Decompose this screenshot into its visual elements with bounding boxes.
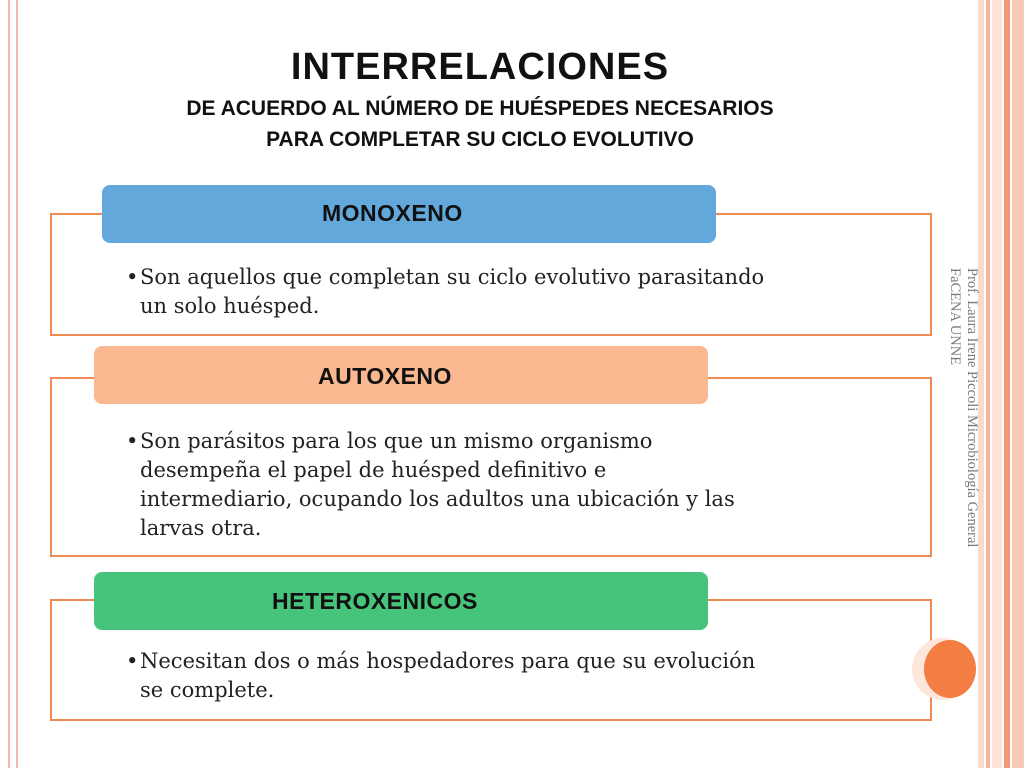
right-stripe	[986, 0, 990, 768]
subtitle-line: DE ACUERDO AL NÚMERO DE HUÉSPEDES NECESARIOS	[186, 97, 774, 120]
autoxeno-box	[50, 377, 932, 557]
label-text: MONOXENO	[322, 200, 463, 226]
text-line: Necesitan dos o más hospedadores para que su evolución	[140, 649, 756, 673]
text-line: un solo huésped.	[140, 294, 320, 318]
slide-title: INTERRELACIONES	[290, 46, 670, 88]
text-line: se complete.	[140, 678, 275, 702]
bullet-icon: •	[126, 649, 139, 673]
text-line: intermediario, ocupando los adultos una ubicación y las	[140, 487, 735, 511]
bullet-icon: •	[126, 265, 139, 289]
slide-subtitle	[0, 93, 960, 155]
monoxeno-label	[102, 185, 716, 243]
text-line: Son parásitos para los que un mismo organismo	[140, 429, 653, 453]
author-credit	[946, 268, 980, 598]
text-line: Son aquellos que completan su ciclo evolutivo parasitando	[140, 265, 765, 289]
author-credit-line: FaCENA UNNE	[947, 268, 963, 366]
autoxeno-label	[94, 346, 708, 404]
text-line: desempeña el papel de huésped definitivo e	[140, 458, 607, 482]
decorative-circle	[924, 640, 976, 698]
text-line: larvas otra.	[140, 516, 262, 540]
heteroxenicos-label	[94, 572, 708, 630]
right-stripe	[1004, 0, 1010, 768]
author-credit-line: Prof. Laura Irene Piccoli Microbiología General	[964, 268, 980, 548]
right-stripe	[992, 0, 1002, 768]
heteroxenicos-description	[126, 647, 910, 705]
monoxeno-description	[126, 263, 910, 321]
label-text: HETEROXENICOS	[272, 588, 478, 614]
right-stripe	[1012, 0, 1024, 768]
autoxeno-description	[126, 427, 910, 543]
bullet-icon: •	[126, 429, 139, 453]
subtitle-line: PARA COMPLETAR SU CICLO EVOLUTIVO	[266, 128, 694, 151]
label-text: AUTOXENO	[318, 363, 452, 389]
